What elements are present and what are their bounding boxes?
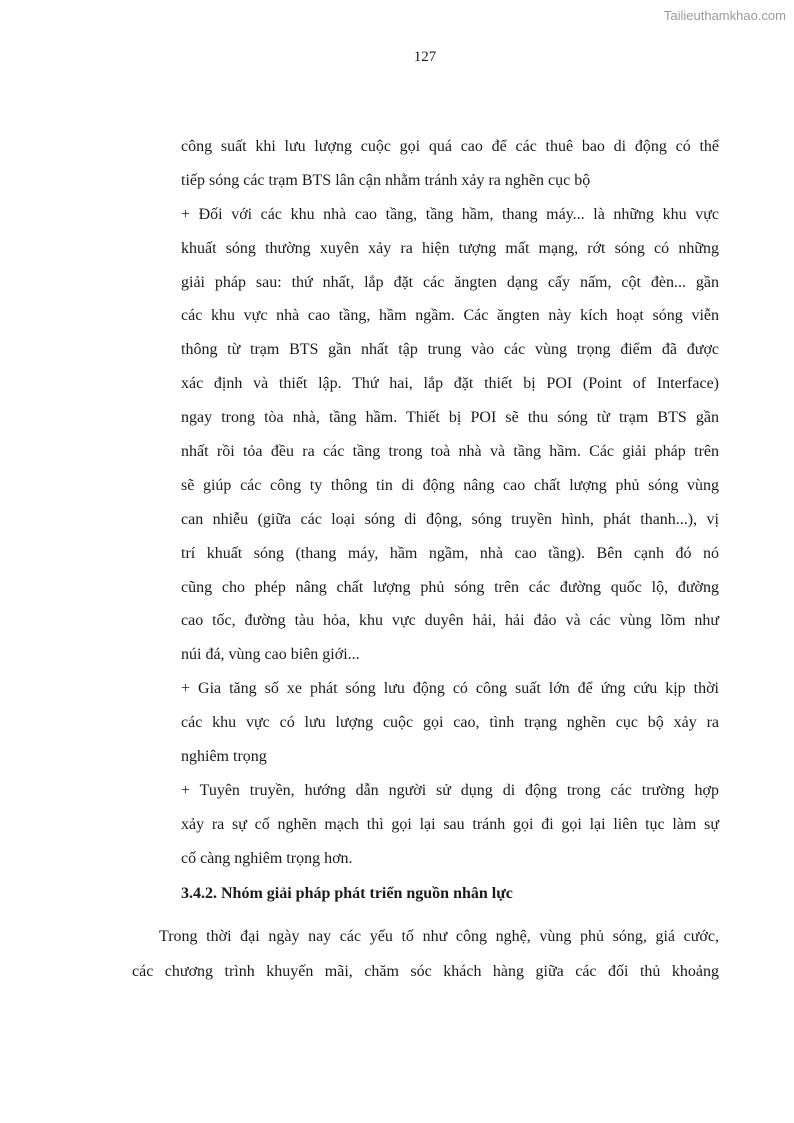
text-line: + Tuyên truyền, hướng dẫn người sử dụng di động trong các trường hợp	[181, 781, 719, 799]
closing-paragraph	[132, 919, 719, 989]
text-line: các chương trình khuyến mãi, chăm sóc khách hàng giữa các đối thủ khoảng	[132, 963, 719, 980]
text-line: + Đối với các khu nhà cao tầng, tầng hầm, thang máy... là những khu vực	[181, 205, 719, 223]
text-line: cũng cho phép nâng chất lượng phủ sóng trên các đường quốc lộ, đường	[181, 578, 719, 596]
text-line: núi đá, vùng cao biên giới...	[181, 646, 360, 664]
text-line: công suất khi lưu lượng cuộc gọi quá cao để các thuê bao di động có thể	[181, 138, 719, 155]
text-line: cao tốc, đường tàu hỏa, khu vực duyên hải, hải đảo và các vùng lõm như	[181, 612, 719, 630]
text-line: khuất sóng thường xuyên xảy ra hiện tượng mất mạng, rớt sóng có những	[181, 239, 719, 257]
text-line: can nhiễu (giữa các loại sóng di động, sóng truyền hình, phát thanh...), vị	[181, 510, 719, 528]
text-line: nhất rồi tỏa đều ra các tầng trong toà nhà và tầng hầm. Các giải pháp trên	[181, 443, 719, 461]
text-line: tiếp sóng các trạm BTS lân cận nhằm tránh xảy ra nghẽn cục bộ	[181, 171, 591, 189]
text-line: cố càng nghiêm trọng hơn.	[181, 849, 353, 867]
text-line: xác định và thiết lập. Thứ hai, lắp đặt thiết bị POI (Point of Interface)	[181, 375, 719, 393]
text-line: ngay trong tòa nhà, tầng hầm. Thiết bị POI sẽ thu sóng từ trạm BTS gần	[181, 409, 719, 427]
text-line: thông từ trạm BTS gần nhất tập trung vào các vùng trọng điểm đã được	[181, 341, 719, 359]
watermark: Tailieuthamkhao.com	[663, 8, 786, 23]
text-line: Trong thời đại ngày nay các yếu tố như công nghệ, vùng phủ sóng, giá cước,	[159, 928, 719, 945]
text-line: nghiêm trọng	[181, 748, 267, 766]
text-line: trí khuất sóng (thang máy, hầm ngầm, nhà cao tầng). Bên cạnh đó nó	[181, 544, 719, 562]
body-text	[181, 130, 719, 911]
text-line: + Gia tăng số xe phát sóng lưu động có công suất lớn để ứng cứu kịp thời	[181, 680, 719, 698]
page-number: 127	[413, 49, 437, 65]
text-line: sẽ giúp các công ty thông tin di động nâng cao chất lượng phủ sóng vùng	[181, 476, 719, 494]
text-line: giải pháp sau: thứ nhất, lắp đặt các ăngten dạng cấy nấm, cột đèn... gần	[181, 273, 719, 291]
text-line: các khu vực nhà cao tầng, hầm ngầm. Các ăngten này kích hoạt sóng viễn	[181, 307, 719, 325]
text-line: các khu vực có lưu lượng cuộc gọi cao, tình trạng nghẽn cục bộ xảy ra	[181, 714, 719, 732]
text-line: xảy ra sự cố nghẽn mạch thì gọi lại sau tránh gọi đi gọi lại liên tục làm sự	[181, 815, 719, 833]
section-heading: 3.4.2. Nhóm giải pháp phát triển nguồn nhân lực	[181, 884, 513, 902]
